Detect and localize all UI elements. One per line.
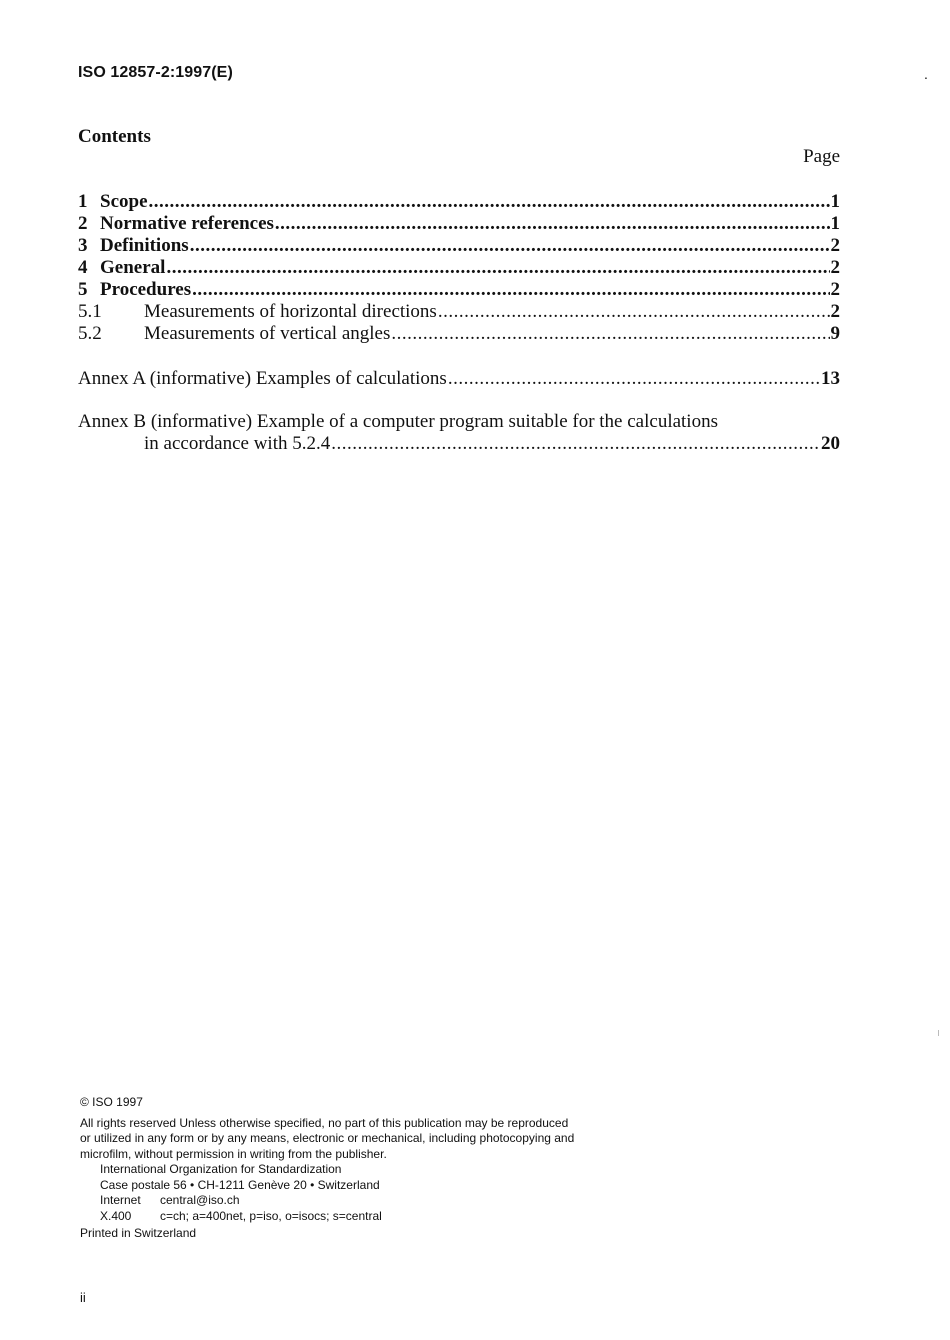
toc-leader-dots — [331, 433, 820, 455]
rights-line: or utilized in any form or by any means, electronic or mechanical, including photocopying and — [80, 1131, 575, 1145]
toc-entry-title: Scope — [100, 191, 148, 212]
toc-entry-number: 5.2 — [78, 323, 102, 344]
toc-entry-title: Measurements of horizontal directions — [144, 301, 437, 322]
toc-spacer — [78, 390, 840, 411]
toc-entry-title: General — [100, 257, 166, 278]
internet-contact — [100, 1193, 574, 1209]
toc-leader-dots — [149, 191, 830, 213]
toc-entry-number: 1 — [78, 191, 88, 212]
toc-entry-annex-a[interactable] — [78, 368, 840, 390]
toc-entry-page: 2 — [830, 301, 840, 322]
printed-in-line: Printed in Switzerland — [80, 1226, 197, 1240]
toc-entry-number: 5 — [78, 279, 88, 300]
rights-line: microfilm, without permission in writing from the publisher. — [80, 1146, 387, 1161]
toc-entry-scope[interactable] — [78, 191, 840, 213]
x400-contact — [100, 1209, 574, 1225]
toc-entry-page: 2 — [830, 235, 840, 256]
toc-leader-dots — [391, 323, 829, 345]
toc-entry-page: 1 — [830, 213, 840, 234]
scan-edge-mark — [938, 1030, 939, 1036]
toc-entry-title: Definitions — [100, 235, 189, 256]
publisher-address — [80, 1162, 574, 1224]
toc-entry-normative-references[interactable] — [78, 213, 840, 235]
toc-entry-page: 13 — [821, 368, 840, 389]
toc-leader-dots — [275, 213, 830, 235]
toc-entry-title: Measurements of vertical angles — [144, 323, 391, 344]
toc-entry-general[interactable] — [78, 257, 840, 279]
corner-mark: . — [924, 66, 928, 82]
toc-entry-horizontal-directions[interactable] — [78, 301, 840, 323]
toc-leader-dots — [438, 301, 830, 323]
toc-entry-annex-b[interactable] — [78, 433, 840, 455]
document-id-header: ISO 12857-2:1997(E) — [78, 64, 233, 81]
toc-entry-title: Annex A (informative) Examples of calculations — [78, 368, 447, 389]
toc-entry-page: 1 — [830, 191, 840, 212]
table-of-contents — [78, 191, 840, 455]
toc-entry-page: 9 — [830, 323, 840, 344]
copyright-notice — [80, 1095, 574, 1242]
toc-leader-dots — [166, 257, 829, 279]
toc-entry-annex-b-title[interactable]: Annex B (informative) Example of a computer program suitable for the calculations — [78, 411, 718, 432]
copyright-line: © ISO 1997 — [80, 1095, 143, 1109]
toc-leader-dots — [190, 235, 830, 257]
toc-entry-number: 2 — [78, 213, 88, 234]
page-column-label: Page — [803, 146, 840, 167]
toc-entry-title: Procedures — [100, 279, 192, 300]
postal-address: Case postale 56 • CH-1211 Genève 20 • Switzerland — [100, 1177, 380, 1192]
x400-label: X.400 — [100, 1208, 132, 1223]
rights-line: All rights reserved Unless otherwise specified, no part of this publication may be reproduced — [80, 1115, 569, 1130]
toc-entry-vertical-angles[interactable] — [78, 323, 840, 345]
page-number: ii — [80, 1290, 86, 1305]
contents-title: Contents — [78, 126, 151, 147]
toc-entry-title-continued: in accordance with 5.2.4 — [144, 433, 331, 454]
toc-entry-number: 3 — [78, 235, 88, 256]
toc-entry-page: 2 — [830, 279, 840, 300]
toc-entry-page: 20 — [821, 433, 840, 454]
toc-entry-title: Normative references — [100, 213, 274, 234]
organization-name: International Organization for Standardization — [100, 1162, 342, 1176]
toc-entry-definitions[interactable] — [78, 235, 840, 257]
toc-leader-dots — [192, 279, 829, 301]
toc-entry-number: 5.1 — [78, 301, 102, 322]
internet-label: Internet — [100, 1193, 141, 1207]
toc-spacer — [78, 345, 840, 368]
internet-address[interactable]: central@iso.ch — [160, 1193, 240, 1207]
toc-entry-procedures[interactable] — [78, 279, 840, 301]
toc-entry-number: 4 — [78, 257, 88, 278]
toc-leader-dots — [448, 368, 820, 390]
toc-entry-page: 2 — [830, 257, 840, 278]
x400-address: c=ch; a=400net, p=iso, o=isocs; s=central — [160, 1208, 382, 1223]
